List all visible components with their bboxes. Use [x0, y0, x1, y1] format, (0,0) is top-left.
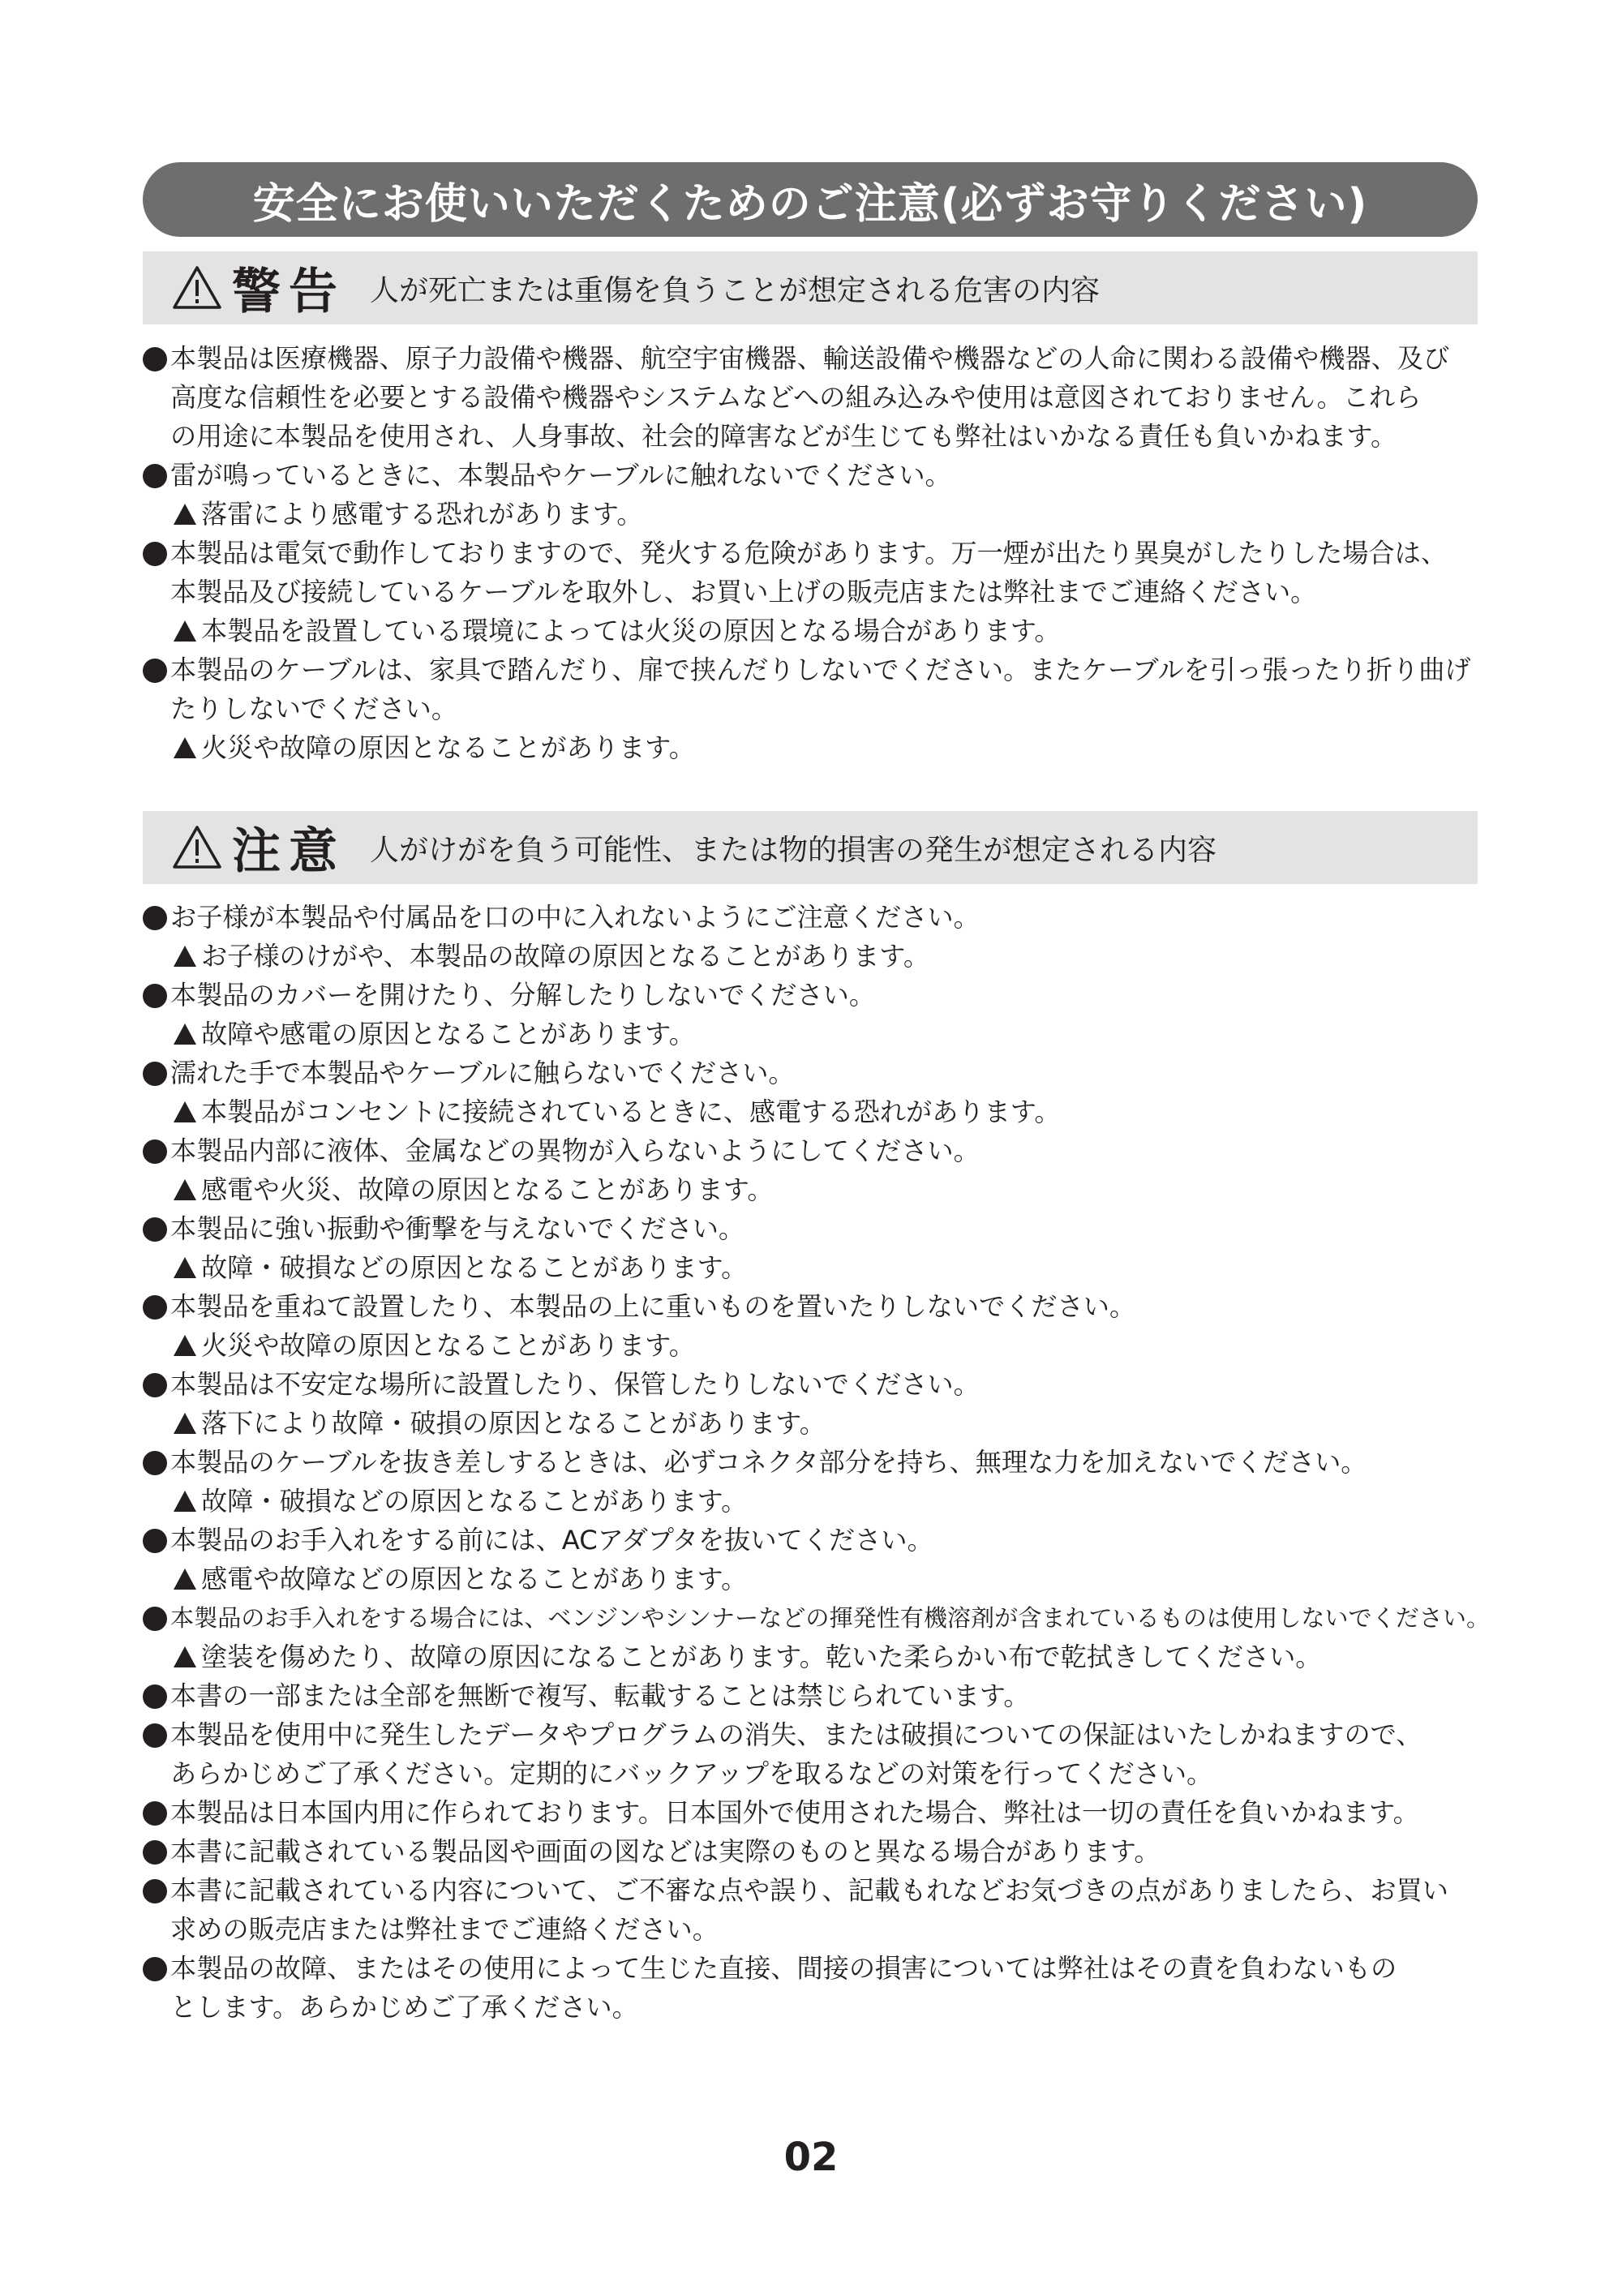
triangle-bullet-icon [174, 1491, 196, 1512]
item-text-line: 本製品は不安定な場所に設置したり、保管したりしないでください。 [170, 1369, 980, 1400]
bullet-icon [143, 1373, 167, 1397]
list-item [143, 1949, 1521, 2027]
item-text-line: お子様が本製品や付属品を口の中に入れないようにご注意ください。 [170, 902, 980, 933]
list-item [143, 1832, 1521, 1871]
list-item [143, 1054, 1521, 1092]
item-text-line: 本製品に強い振動や衝撃を与えないでください。 [170, 1213, 745, 1244]
list-note [143, 1637, 1521, 1676]
list-item [143, 1131, 1521, 1170]
item-text-line: とします。あらかじめご了承ください。 [170, 1992, 638, 2023]
item-text-line: の用途に本製品を使用され、人身事故、社会的障害などが生じても弊社はいかなる責任も負いかねます。 [170, 421, 1397, 452]
list-note [143, 1248, 1521, 1287]
list-item [143, 339, 1521, 456]
list-note [143, 728, 1521, 767]
bullet-icon [143, 1062, 167, 1086]
list-item [143, 1715, 1521, 1793]
list-note [143, 1404, 1521, 1443]
triangle-bullet-icon [174, 737, 196, 758]
list-item [143, 1365, 1521, 1404]
item-text-line: 本製品及び接続しているケーブルを取外し、お買い上げの販売店または弊社までご連絡ください。 [170, 577, 1317, 607]
item-text-line: 本製品は医療機器、原子力設備や機器、航空宇宙機器、輸送設備や機器などの人命に関わる設備や機器、及び [170, 343, 1450, 374]
note-text: 感電や火災、故障の原因となることがあります。 [201, 1174, 774, 1205]
item-text-line: 本製品は電気で動作しておりますので、発火する危険があります。万一煙が出たり異臭がしたりした場合は、 [170, 538, 1447, 569]
list-item [143, 1443, 1521, 1482]
triangle-bullet-icon [174, 1257, 196, 1278]
warning-list [143, 339, 1521, 767]
triangle-bullet-icon [174, 946, 196, 967]
caution-list [143, 898, 1521, 2027]
list-note [143, 1170, 1521, 1209]
list-item [143, 650, 1521, 728]
item-text-line: たりしないでください。 [170, 693, 458, 724]
item-text-line: 本製品のケーブルを抜き差しするときは、必ずコネクタ部分を持ち、無理な力を加えないでください。 [170, 1447, 1367, 1478]
item-text-line: 求めの販売店または弊社までご連絡ください。 [170, 1914, 719, 1945]
triangle-bullet-icon [174, 504, 196, 525]
bullet-icon [143, 1801, 167, 1826]
note-text: 落下により故障・破損の原因となることがあります。 [201, 1408, 826, 1439]
bullet-icon [143, 906, 167, 930]
list-item [143, 1871, 1521, 1949]
list-note [143, 937, 1521, 976]
triangle-bullet-icon [174, 1024, 196, 1045]
bullet-icon [143, 1879, 167, 1903]
list-item [143, 1793, 1521, 1832]
triangle-bullet-icon [174, 1413, 196, 1434]
list-note [143, 1015, 1521, 1054]
item-text-line: 本製品は日本国内用に作られております。日本国外で使用された場合、弊社は一切の責任を負いかねます。 [170, 1797, 1419, 1828]
bullet-icon [143, 1295, 167, 1320]
list-note [143, 1326, 1521, 1365]
item-text-line: 本製品のお手入れをする場合には、ベンジンやシンナーなどの揮発性有機溶剤が含まれているものは使用しないでください。 [170, 1604, 1491, 1632]
caution-label: 注意 [232, 823, 345, 880]
list-note [143, 1560, 1521, 1599]
list-item [143, 1287, 1521, 1326]
triangle-bullet-icon [174, 620, 196, 642]
caution-triangle-icon [172, 825, 222, 870]
warning-description: 人が死亡または重傷を負うことが想定される危害の内容 [370, 273, 1101, 307]
item-text-line: 本製品のカバーを開けたり、分解したりしないでください。 [170, 980, 876, 1011]
item-text-line: 本製品を重ねて設置したり、本製品の上に重いものを置いたりしないでください。 [170, 1291, 1136, 1322]
note-text: 塗装を傷めたり、故障の原因になることがあります。乾いた柔らかい布で乾拭きしてください。 [201, 1642, 1322, 1672]
note-text: 故障・破損などの原因となることがあります。 [201, 1486, 748, 1517]
item-text-line: 雷が鳴っているときに、本製品やケーブルに触れないでください。 [170, 460, 951, 491]
item-text-line: 本製品のケーブルは、家具で踏んだり、扉で挟んだりしないでください。またケーブルを引っ張ったり折り曲げ [170, 654, 1471, 685]
bullet-icon [143, 1607, 167, 1631]
page-title-bar [143, 162, 1478, 237]
item-text-line: 本製品内部に液体、金属などの異物が入らないようにしてください。 [170, 1135, 980, 1166]
bullet-icon [143, 1529, 167, 1553]
bullet-icon [143, 659, 167, 683]
list-item [143, 534, 1521, 612]
note-text: 故障・破損などの原因となることがあります。 [201, 1252, 748, 1283]
note-text: 火災や故障の原因となることがあります。 [201, 732, 695, 763]
item-text-line: 本製品を使用中に発生したデータやプログラムの消失、または破損についての保証はいたしかねますので、 [170, 1719, 1422, 1750]
note-text: 火災や故障の原因となることがあります。 [201, 1330, 695, 1361]
note-text: 本製品を設置している環境によっては火災の原因となる場合があります。 [201, 616, 1061, 646]
list-note [143, 495, 1521, 534]
caution-description: 人がけがを負う可能性、または物的損害の発生が想定される内容 [370, 833, 1217, 867]
item-text-line: 本書に記載されている製品図や画面の図などは実際のものと異なる場合があります。 [170, 1836, 1161, 1867]
warning-triangle-icon [172, 265, 222, 311]
bullet-icon [143, 347, 167, 371]
item-text-line: 本製品の故障、またはその使用によって生じた直接、間接の損害については弊社はその責を負わないもの [170, 1953, 1397, 1984]
list-note [143, 1482, 1521, 1521]
triangle-bullet-icon [174, 1646, 196, 1667]
triangle-bullet-icon [174, 1569, 196, 1590]
note-text: 落雷により感電する恐れがあります。 [201, 499, 643, 530]
note-text: 本製品がコンセントに接続されているときに、感電する恐れがあります。 [201, 1097, 1061, 1127]
bullet-icon [143, 542, 167, 566]
item-text-line: 濡れた手で本製品やケーブルに触らないでください。 [170, 1058, 795, 1088]
bullet-icon [143, 1139, 167, 1164]
item-text-line: 本書の一部または全部を無断で複写、転載することは禁じられています。 [170, 1680, 1030, 1711]
list-note [143, 612, 1521, 650]
page-number: 02 [783, 2135, 839, 2180]
note-text: 故障や感電の原因となることがあります。 [201, 1019, 695, 1049]
page-title: 安全にお使いいただくためのご注意(必ずお守りください) [252, 179, 1368, 229]
triangle-bullet-icon [174, 1101, 196, 1122]
note-text: 感電や故障などの原因となることがあります。 [201, 1564, 748, 1594]
bullet-icon [143, 1451, 167, 1475]
item-text-line: 本書に記載されている内容について、ご不審な点や誤り、記載もれなどお気づきの点がありましたら、お買い [170, 1875, 1448, 1906]
bullet-icon [143, 984, 167, 1008]
list-item [143, 1521, 1521, 1560]
bullet-icon [143, 464, 167, 488]
list-item [143, 1599, 1521, 1637]
list-note [143, 1092, 1521, 1131]
item-text-line: 本製品のお手入れをする前には、ACアダプタを抜いてください。 [170, 1525, 933, 1556]
list-item [143, 1209, 1521, 1248]
triangle-bullet-icon [174, 1179, 196, 1200]
list-item [143, 1676, 1521, 1715]
list-item [143, 976, 1521, 1015]
list-item [143, 456, 1521, 495]
bullet-icon [143, 1217, 167, 1242]
bullet-icon [143, 1723, 167, 1748]
bullet-icon [143, 1957, 167, 1981]
note-text: お子様のけがや、本製品の故障の原因となることがあります。 [201, 941, 930, 972]
item-text-line: あらかじめご了承ください。定期的にバックアップを取るなどの対策を行ってください。 [170, 1758, 1213, 1789]
bullet-icon [143, 1684, 167, 1709]
bullet-icon [143, 1840, 167, 1865]
triangle-bullet-icon [174, 1335, 196, 1356]
warning-header [143, 251, 1478, 324]
list-item [143, 898, 1521, 937]
caution-header [143, 811, 1478, 884]
warning-label: 警告 [232, 264, 345, 320]
item-text-line: 高度な信頼性を必要とする設備や機器やシステムなどへの組み込みや使用は意図されておりません。これら [170, 382, 1422, 413]
